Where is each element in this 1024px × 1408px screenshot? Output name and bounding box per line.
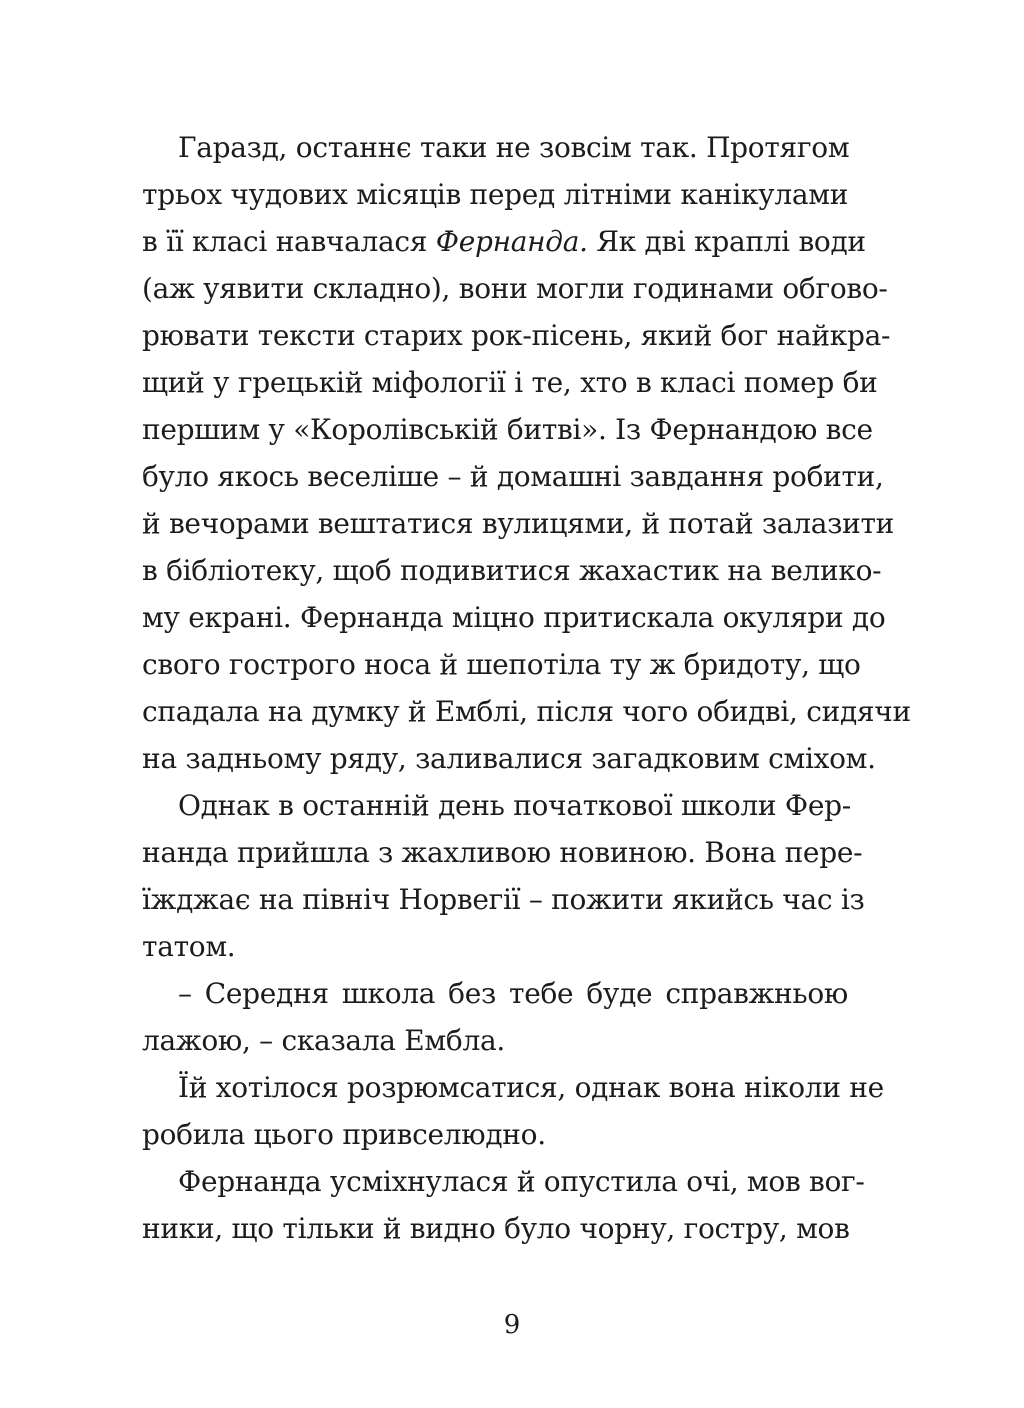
text-line: їжджає на північ Норвегії – пожити якийсь час із [142,883,865,916]
text-line: й вечорами вештатися вулицями, й потай залазити [142,507,895,540]
text-line: трьох чудових місяців перед літніми канікулами [142,178,849,211]
text-line: на задньому ряду, заливалися загадковим сміхом. [142,742,876,775]
text-line: (аж уявити складно), вони могли годинами обгово- [142,272,888,305]
text-line: му екрані. Фернанда міцно притискала окуляри до [142,601,886,634]
text-line: татом. [142,930,236,963]
text-line [142,218,866,265]
text-segment: в її класі навчалася [142,225,428,258]
text-line: рювати тексти старих рок-пісень, який бог найкра- [142,319,891,352]
text-line: нанда прийшла з жахливою новиною. Вона пере- [142,836,863,869]
page-number: 9 [503,1310,521,1340]
text-line: робила цього привселюдно. [142,1118,546,1151]
text-segment: Як дві краплі води [596,225,866,258]
text-line: свого гострого носа й шепотіла ту ж бридоту, що [142,648,861,681]
text-line: щий у грецькій міфології і те, хто в класі помер би [142,366,878,399]
text-line: Гаразд, останнє таки не зовсім так. Протягом [178,131,850,164]
text-line: – Середня школа без тебе буде справжньою [178,977,848,1010]
text-line: Однак в останній день початкової школи Фер- [178,789,851,822]
text-line: лажою, – сказала Ембла. [142,1024,505,1057]
text-line: ники, що тільки й видно було чорну, гостру, мов [142,1212,850,1245]
text-line: спадала на думку й Емблі, після чого обидві, сидячи [142,695,911,728]
italic-name: Фернанда. [435,225,588,258]
text-line: в бібліотеку, щоб подивитися жахастик на велико- [142,554,882,587]
text-line: Фернанда усміхнулася й опустила очі, мов вог- [178,1165,865,1198]
text-line: було якось веселіше – й домашні завдання робити, [142,460,884,493]
text-line: першим у «Королівській битві». Із Фернандою все [142,413,873,446]
text-line: Їй хотілося розрюмсатися, однак вона ніколи не [178,1071,884,1104]
